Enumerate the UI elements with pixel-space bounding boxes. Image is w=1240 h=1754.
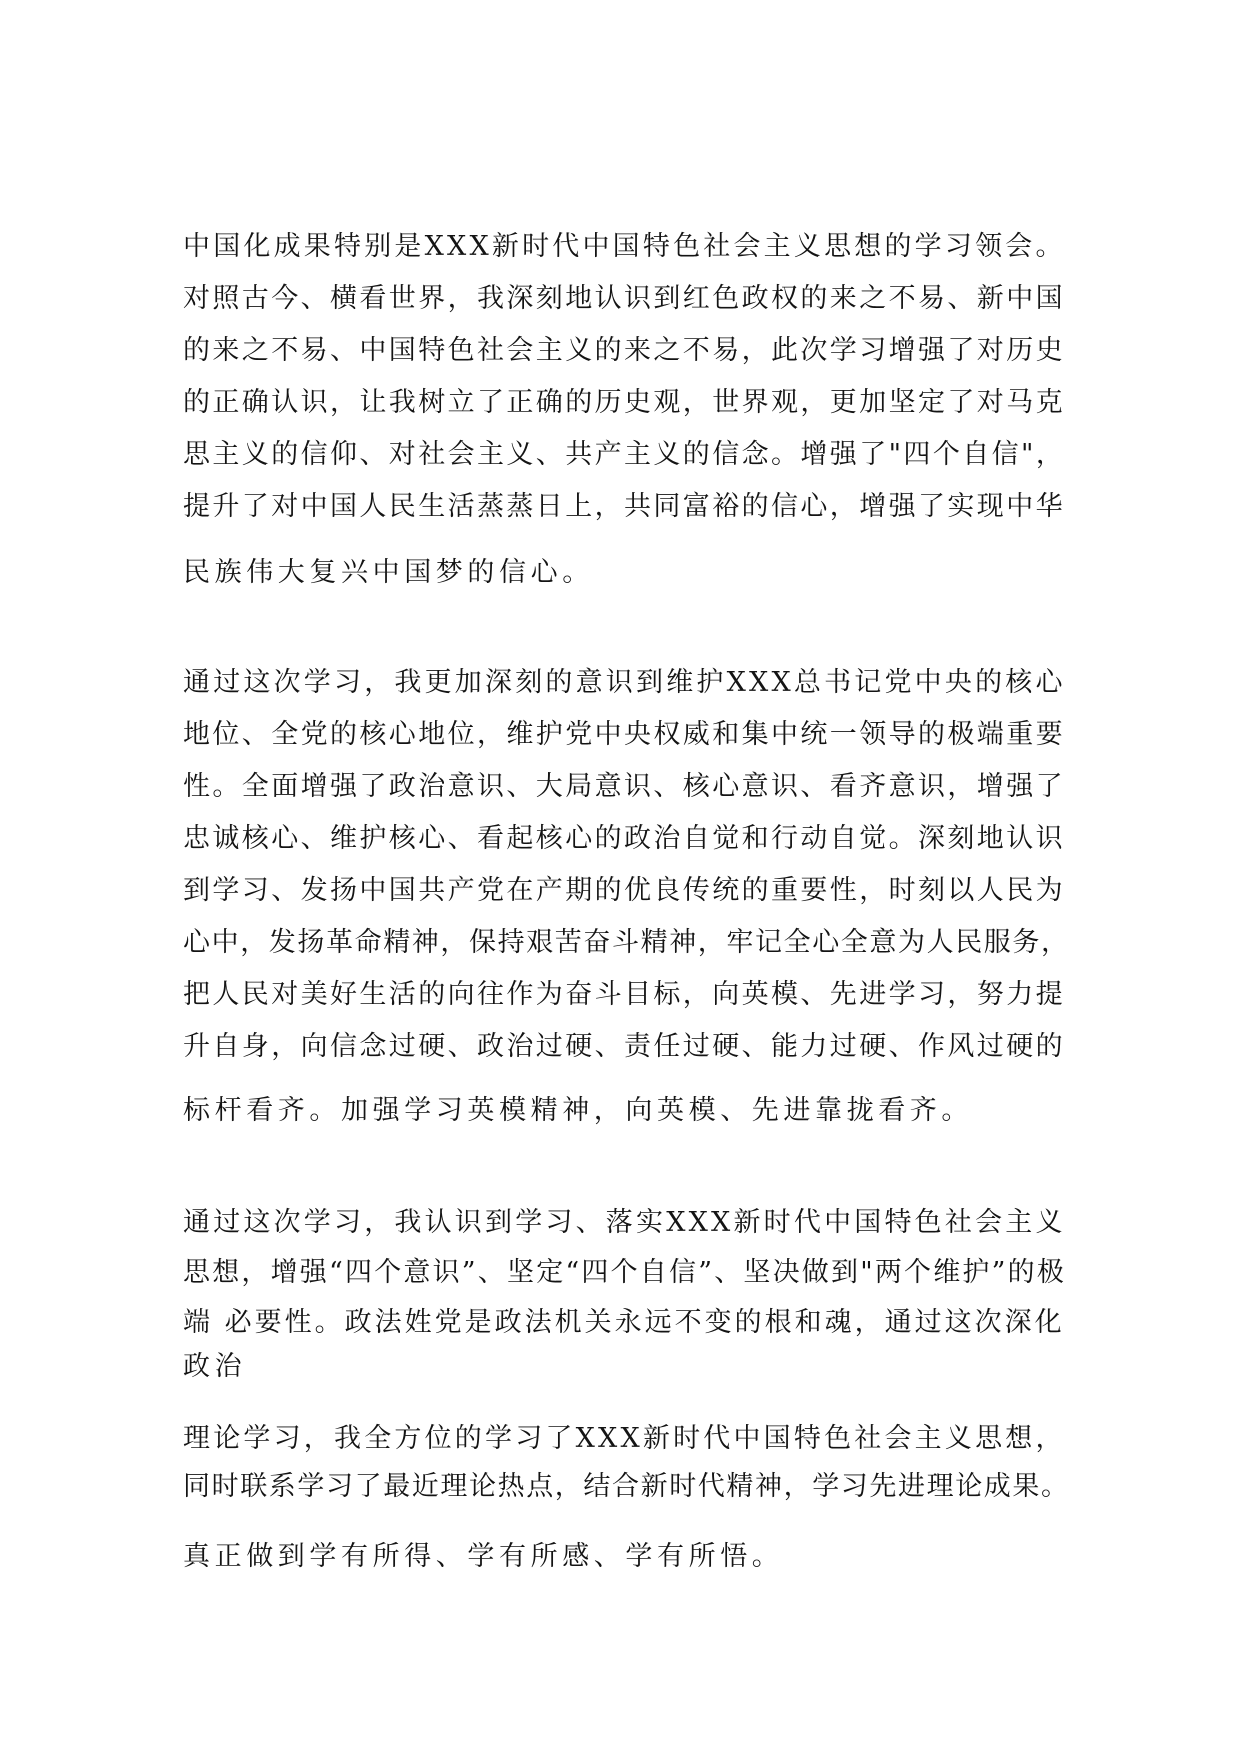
text-line: 对照古今、横看世界，我深刻地认识到红色政权的来之不易、新中国 bbox=[183, 283, 1065, 314]
text-line: 地位、全党的核心地位，维护党中央权威和集中统一领导的极端重要 bbox=[183, 719, 1065, 750]
text-line: 通过这次学习，我认识到学习、落实XXX新时代中国特色社会主义 bbox=[183, 1207, 1066, 1238]
text-line: 政治 bbox=[183, 1351, 247, 1382]
text-line: 忠诚核心、维护核心、看起核心的政治自觉和行动自觉。深刻地认识 bbox=[183, 823, 1065, 854]
text-line: 心中，发扬革命精神，保持艰苦奋斗精神，牢记全心全意为人民服务， bbox=[183, 927, 1070, 958]
text-line: 民族伟大复兴中国梦的信心。 bbox=[183, 557, 594, 588]
text-line: 到学习、发扬中国共产党在产期的优良传统的重要性，时刻以人民为 bbox=[183, 875, 1065, 906]
text-line: 升自身，向信念过硬、政治过硬、责任过硬、能力过硬、作风过硬的 bbox=[183, 1031, 1065, 1062]
text-line: 思主义的信仰、对社会主义、共产主义的信念。增强了"四个自信"， bbox=[183, 439, 1066, 470]
text-line: 思想，增强“四个意识”、坚定“四个自信”、坚决做到"两个维护”的极 bbox=[183, 1257, 1067, 1288]
text-line: 中国化成果特别是XXX新时代中国特色社会主义思想的学习领会。 bbox=[183, 231, 1066, 262]
text-line: 的正确认识，让我树立了正确的历史观，世界观，更加坚定了对马克 bbox=[183, 387, 1065, 418]
text-line: 的来之不易、中国特色社会主义的来之不易，此次学习增强了对历史 bbox=[183, 335, 1065, 366]
text-line: 真正做到学有所得、学有所感、学有所悟。 bbox=[183, 1541, 784, 1572]
text-line: 把人民对美好生活的向往作为奋斗目标，向英模、先进学习，努力提 bbox=[183, 979, 1065, 1010]
text-line: 提升了对中国人民生活蒸蒸日上，共同富裕的信心，增强了实现中华 bbox=[183, 491, 1065, 522]
text-line: 端 必要性。政法姓党是政法机关永远不变的根和魂，通过这次深化 bbox=[183, 1307, 1065, 1338]
text-line: 理论学习，我全方位的学习了XXX新时代中国特色社会主义思想， bbox=[183, 1423, 1066, 1454]
text-line: 通过这次学习，我更加深刻的意识到维护XXX总书记党中央的核心 bbox=[183, 667, 1066, 698]
text-line: 标杆看齐。加强学习英模精神，向英模、先进靠拢看齐。 bbox=[183, 1095, 973, 1126]
text-line: 同时联系学习了最近理论热点，结合新时代精神，学习先进理论成果。 bbox=[183, 1471, 1070, 1502]
text-line: 性。全面增强了政治意识、大局意识、核心意识、看齐意识，增强了 bbox=[183, 771, 1065, 802]
